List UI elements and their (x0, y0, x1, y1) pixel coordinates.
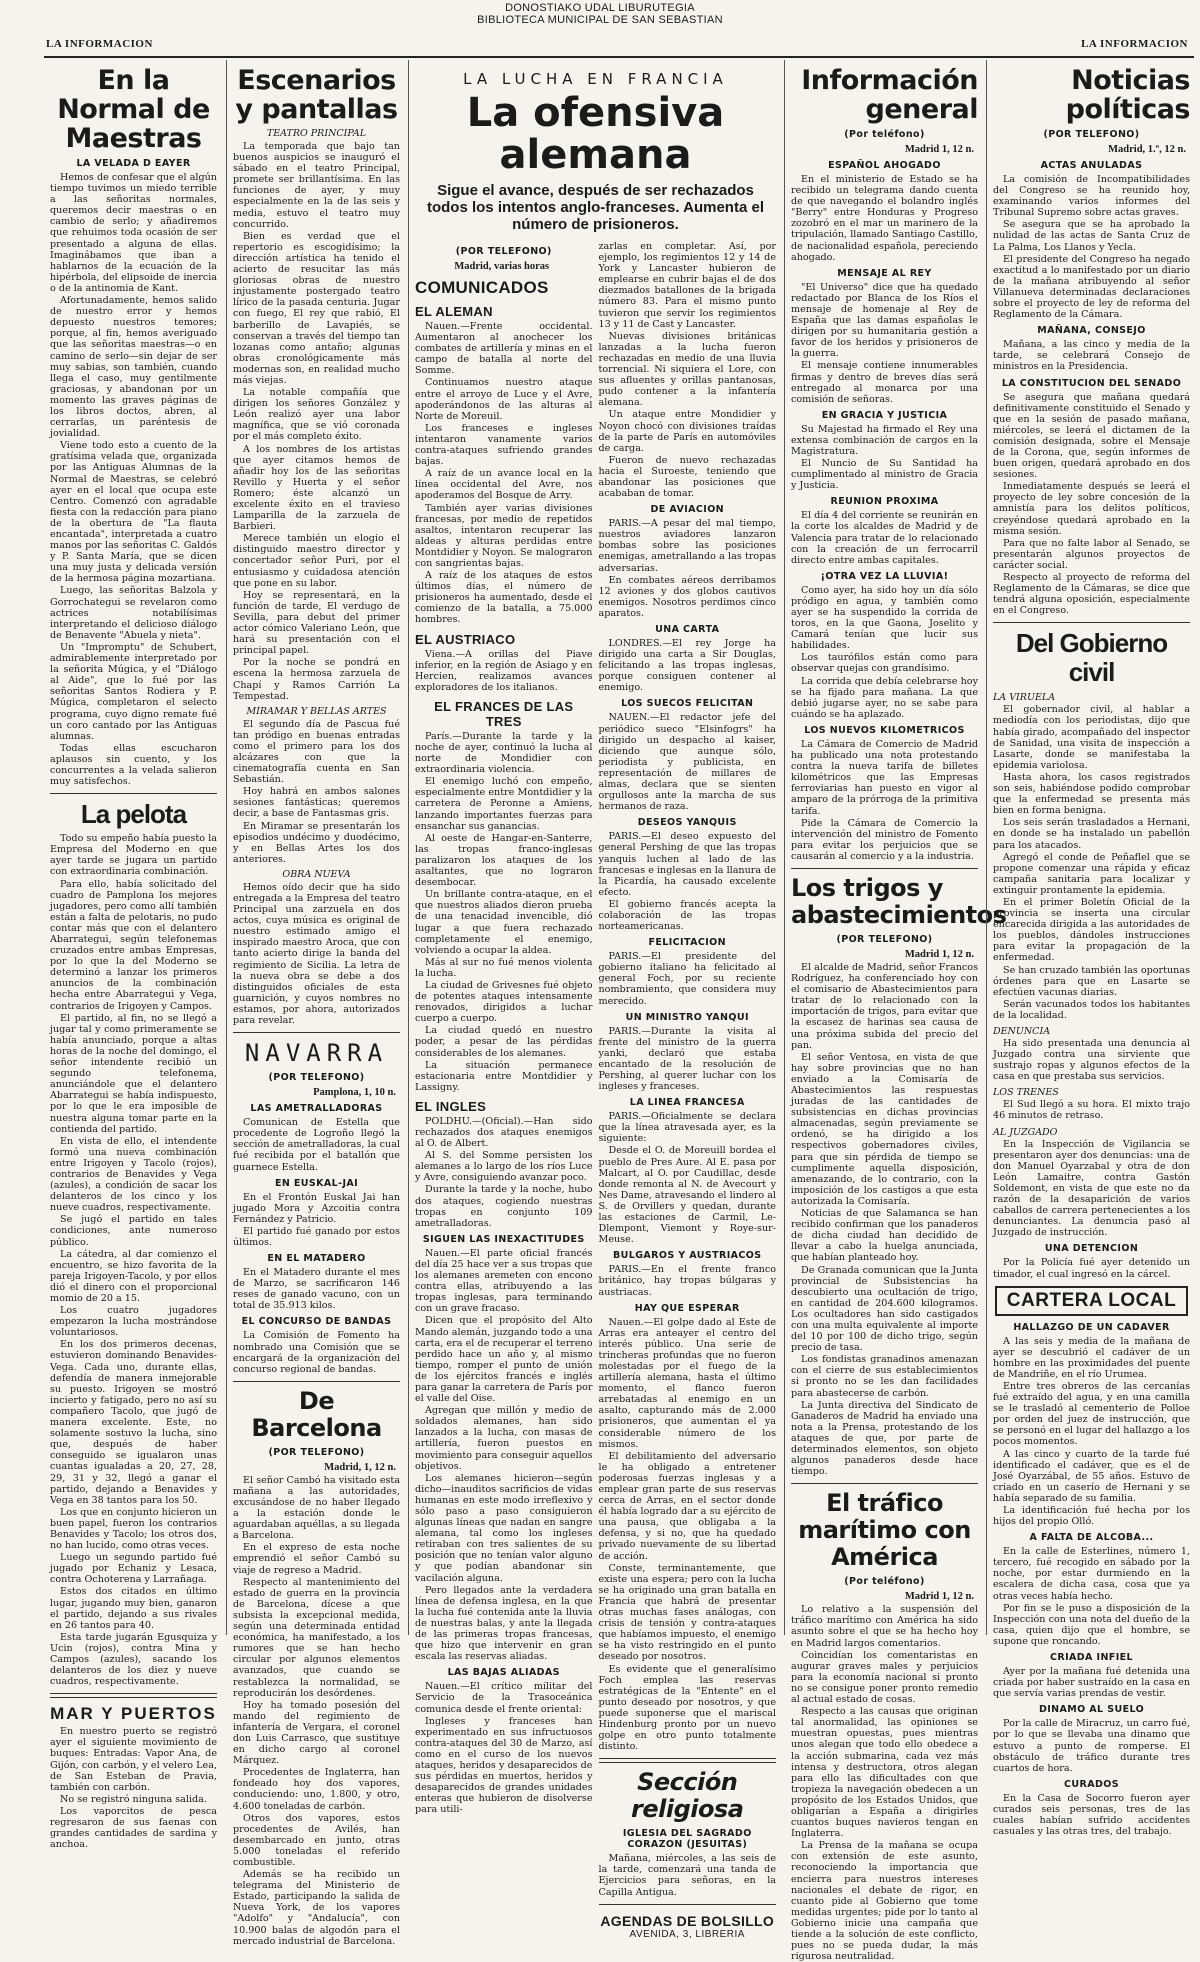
paragraph: Fueron de nuevo rechazadas hacia el Suroeste, teniendo que abandonar las posiciones que acababan de tomar. (598, 454, 776, 500)
paragraph: Ayer por la mañana fué detenida una criada por haber sustraído en la casa en que servía varias prendas de vestir. (993, 1666, 1190, 1700)
advertisement-title: AGENDAS DE BOLSILLO (600, 1912, 775, 1929)
subhead: LOS TRENES (993, 1087, 1059, 1099)
divider (791, 868, 978, 869)
paragraph: Es evidente que el generalísimo Foch emplea las reservas estratégicas de la "Entente" en el punto deseado por nosotros, y que puede suponerse que el mariscal Hindenburg pronto por un nuevo golpe en otro punto totalmente distinto. (598, 1663, 776, 1753)
byline: (Por teléfono) (844, 1576, 925, 1588)
paragraph: En la Casa de Socorro fueron ayer curados seis personas, tres de las cuales habían sufrido accidentes casuales y las otras tres, del trabajo. (993, 1792, 1190, 1838)
subhead: ACTAS ANULADAS (1040, 160, 1143, 171)
paragraph: Coincidían los comentaristas en augurar graves males y perjuicios para la economía nacional si pronto no se consigue poner pronto remedio al actual estado de cosas. (791, 1649, 978, 1706)
paragraph: Los taurófilos están como para observar quejas con grandísimo. (791, 652, 978, 675)
deck: Sigue el avance, después de ser rechazados todos los intentos anglo-franceses. Aumenta el número de prisioneros. (426, 182, 764, 233)
paragraph: Se han cruzado también las oportunas órdenes para que en Lasarte se efectúen vacunas diarias. (993, 964, 1190, 998)
subhead: LA CONSTITUCION DEL SENADO (1001, 377, 1182, 389)
archive-header (0, 2, 1200, 26)
subhead: LOS NUEVOS KILOMETRICOS (804, 724, 965, 736)
subhead: AL JUZGADO (993, 1126, 1058, 1138)
subhead: LOS SUECOS FELICITAN (621, 698, 754, 710)
paragraph: Continuamos nuestro ataque entre el arroyo de Luce y el Avre, apoderándonos de las alturas al Norte de Moreuil. (415, 377, 593, 422)
subhead: TEATRO PRINCIPAL (266, 128, 367, 139)
paragraph: Nauen.—El parte oficial francés del día 25 hace ver a sus tropas que los alemanes aremeten con encono contra ellas, atribuyendo a las tropas inglesas, para terminando con un grave fracaso. (415, 1247, 593, 1315)
subhead: EN EUSKAL-JAI (274, 1177, 359, 1189)
headline-noticias-politicas: Noticias políticas (1065, 65, 1190, 125)
section-comunicados: COMUNICADOS (415, 278, 549, 297)
paragraph: Viena.—A orillas del Piave inferior, en la región de Asiago y en Hercien, realizamos avances exploradores de los italianos. (415, 648, 593, 693)
divider (993, 622, 1190, 623)
paragraph: Bien es verdad que el repertorio es escogidísimo; la dirección artística ha tenido el acierto de resucitar las más gloriosas obras de nuestro injustamente postergado teatro lírico de la pasada centuria. Jugar con fuego, El rey que rabió, El barberillo de Lavapiés, se conservan a través del tiempo tan lozanas como antaño; algunas obras cronológicamente más modernas son, en realidad mucho más viejas. (233, 230, 400, 386)
headline-mar-puertos: MAR Y PUERTOS (50, 1704, 217, 1724)
paragraph: Por la calle de Miracruz, un carro fué, por lo que se llevaba una dinamo que estuvo a punto de romperse. El obstáculo de tráfico durante tres cuartos de hora. (993, 1718, 1190, 1774)
paragraph: París.—Durante la tarde y la noche de ayer, continuó la lucha al norte de Mondidier con extraordinaria violencia. (415, 730, 593, 776)
subhead: FELICITACION (648, 937, 726, 949)
paragraph: No se registró ninguna salida. (60, 1793, 207, 1805)
subhead: HAY QUE ESPERAR (634, 1302, 740, 1314)
paragraph: Un ataque entre Mondidier y Noyon chocó con divisiones traídas de la parte de París en automóviles de carga. (598, 409, 776, 454)
paragraph: El partido fué ganado por estos últimos. (233, 1225, 400, 1248)
paragraph: El gobierno francés acepta la colaboración de las tropas norteamericanas. (598, 898, 776, 933)
paragraph: Los seis serán trasladados a Hernani, en donde se ha instalado un pabellón para los atacados. (993, 817, 1190, 851)
paragraph: Se asegura que mañana quedará definitivamente constituido el Senado y que en la sesión de pasado mañana, miércoles, se leerá el dictamen de la comisión designada, sobre el Mensaje de la Corona, que, según informes de buen origen, quedará aprobado en dos sesiones. (993, 391, 1190, 481)
paragraph: Hemos oído decir que ha sido entregada a la Empresa del teatro Principal una zarzuela en dos actos, cuya música es original de nuestro estimado amigo el inspirado maestro Aroca, que con tanto acierto dirige la banda del regimiento de Sicilia. La letra de la nueva obra se debe a dos distinguidos oficiales de esta guarnición, y cuyos nombres no estamos, por ahora, autorizados para revelar. (233, 881, 400, 1027)
archive-line-2: BIBLIOTECA MUNICIPAL DE SAN SEBASTIAN (477, 14, 723, 26)
paragraph: LONDRES.—El rey Jorge ha dirigido una carta a Sir Douglas, felicitando a las tropas inglesas, porque consiguen contener al enemigo. (598, 638, 776, 694)
paragraph: La corrida que debía celebrarse hoy se ha fijado para mañana. La que debió jugarse ayer, no se sabe para cuándo se ha aplazado. (791, 675, 978, 720)
subhead: IGLESIA DEL SAGRADO CORAZON (JESUITAS) (622, 1828, 752, 1851)
paragraph: En Miramar se presentarán los episodios undécimo y duodécimo, y en Bellas Artes los dos anteriores. (233, 820, 400, 865)
paragraph: Comunican de Estella que procedente de Logroño llegó la sección de ametralladoras, la cual fué recibida por el batallón que guarnece Estella. (233, 1117, 400, 1173)
paragraph: Al oeste de Hangar-en-Santerre, las tropas franco-inglesas paralizaron los ataques de los asaltantes, que no lograron desembocar. (415, 832, 593, 889)
paragraph: El mensaje contiene innumerables firmas y dentro de breves días será entregado al monarca por una comisión de señoras. (791, 360, 978, 405)
dateline: Madrid 1, 12 n. (904, 948, 974, 960)
headline-trafico-maritimo: El tráfico marítimo con América (798, 1489, 971, 1572)
paragraph: En vista de ello, el intendente formó una nueva combinación entre Irigoyen y Tacolo (rojos), contrarios de Benavides y Vega (azules), a condición de sacar los delanteros de los cinco y los nueve cuadros, respectivamente. (50, 1135, 217, 1214)
subhead: HALLAZGO DE UN CADAVER (1013, 1321, 1170, 1333)
paragraph: La Comisión de Fomento ha nombrado una Comisión que se encargará de la organización del concurso regional de bandas. (233, 1330, 400, 1375)
byline: (POR TELEFONO) (268, 1072, 365, 1084)
paragraph: La comisión de Incompatibilidades del Congreso se ha reunido hoy, examinando varios informes del Tribunal Supremo sobre actas graves. (993, 174, 1190, 219)
paragraph: Luego, las señoritas Balzola y Gorrochategui se revelaron como actrices notabilísimas interpretando el delicioso diálogo de Benavente "Abuela y nieta". (50, 585, 217, 641)
paragraph: Hasta ahora, los casos registrados son seis, habiéndose podido comprobar que la enfermedad se presenta más bien en forma benigna. (993, 771, 1190, 817)
headline-escenarios: Escenarios y pantallas (235, 65, 398, 125)
advertisement-address: AVENIDA, 3, LIBRERIA (629, 1928, 745, 1940)
archive-line-1: DONOSTIAKO UDAL LIBURUTEGIA (505, 2, 695, 14)
divider (791, 1483, 978, 1484)
paragraph: En el Frontón Euskal Jai han jugado Mora y Azcoitia contra Fernández y Patricio. (233, 1191, 400, 1225)
dateline: Pamplona, 1, 10 n. (313, 1087, 396, 1099)
column-4 (784, 60, 1007, 1962)
paragraph: La Prensa de la mañana se ocupa con extensión de este asunto, reconociendo la importancia que encierra para nuestros intereses nacionales el debate de rigor, en cuanto pide al Gobierno que tome medidas urgentes; pide por lo tanto al Gobierno inicie una campaña que tiende a la solución de este conflicto, pues no se pueda dudar, la más rigurosa neutralidad. (791, 1840, 978, 1962)
paragraph: Un brillante contra-ataque, en el que nuestros aliados dieron prueba de una tenacidad invencible, dió lugar a que fuera rechazado completamente el enemigo, volviendo a ocupar la aldea. (415, 889, 593, 956)
paragraph: Luego un segundo partido fué jugado por Echaniz y Lesaca, contra Ochoterena y Larrañaga. (50, 1552, 217, 1586)
subhead: MENSAJE AL REY (837, 267, 932, 279)
subhead: LAS AMETRALLADORAS (250, 1103, 383, 1115)
headline-informacion-general: Información general (801, 65, 978, 125)
subhead: MAÑANA, CONSEJO (1037, 325, 1146, 337)
column-2 (226, 60, 405, 1947)
subhead: EL CONCURSO DE BANDAS (241, 1316, 392, 1328)
paragraph: "El Universo" dice que ha quedado redactado por Blanca de los Ríos el mensaje de homenaje al Rey de España que las damas españolas le dirigen por su humanitaria gestión a favor de los heridos y prisioneros de la guerra. (791, 281, 978, 360)
headline-barcelona: De Barcelona (251, 1386, 382, 1442)
subcolumn-right (599, 241, 777, 1940)
subhead: EN EL MATADERO (267, 1253, 366, 1265)
paragraph: En la Inspección de Vigilancia se presentaron ayer dos denuncias: una de don Manuel Oyarzabal y otra de don León Lamaitre, contra Gastón Soldemont, en vista de que este no da razón de la desaparición de varios caballos de carrera pertenecientes a los denunciantes. La denuncia pasó al Juzgado de instrucción. (993, 1138, 1190, 1239)
paragraph: Como ayer, ha sido hoy un día sólo pródigo en agua, y también como ayer se ha suspendido la corrida de toros, en la que Gaona, Joselito y Camará tenían que lucir sus habilidades. (791, 584, 978, 652)
paragraph: Para que no falte labor al Senado, se presentarán algunos proyectos de carácter social. (993, 537, 1190, 571)
paragraph: A raíz de un avance local en la línea occidental del Avre, nos apoderamos del Bosque de Arry. (415, 468, 593, 502)
column-1 (44, 60, 222, 1851)
paragraph: Los fondistas granadinos amenazan con el cierre de sus establecimientos si pronto no se les dan facilidades para abastecerse de carbón. (791, 1354, 978, 1399)
paragraph: Afortunadamente, hemos salido de nuestro error y hemos depuesto nuestros temores; porque, al fin, hemos averiguado que las señoritas maestras—o en camino de serlo—sin dejar de ser muy sabias, son también, cuando llega el caso, muy gentilmente graciosas, y abandonan por un momento las graves páginas de los libros doctos, abren, al cerrarlas, un paréntesis de jovialidad. (50, 295, 217, 440)
paragraph: Noticias de que Salamanca se han recibido confirman que los panaderos de dicha ciudad han decidido de llevar a cabo la huelga anunciada, que habían planteado hoy. (791, 1208, 978, 1264)
paragraph: Mañana, miércoles, a las seis de la tarde, comenzará una tanda de Ejercicios para señoras, en la Capilla Antigua. (598, 1853, 776, 1898)
paragraph: En combates aéreos derribamos 12 aviones y dos globos cautivos enemigos. Nosotros perdimos cinco aparatos. (598, 574, 776, 619)
paragraph: Hoy habrá en ambos salones sesiones fantásticas; queremos decir, a base de Fantasmas gris. (233, 786, 400, 820)
paragraph: El segundo día de Pascua fué tan pródigo en buenas entradas como el primero para los dos alcázares con que la cinematografía cuenta en San Sebastián. (233, 718, 400, 786)
paragraph: El gobernador civil, al hablar a mediodía con los periodistas, dijo que había girado, acompañado del inspector de Sanidad, una visita de inspección a Lasarte, donde se manifestaba la epidemia variolosa. (993, 704, 1190, 771)
dateline: Madrid 1, 12 n. (904, 1591, 974, 1603)
paragraph: El Nuncio de Su Santidad ha cumplimentado al ministro de Gracia y Justicia. (791, 458, 978, 492)
paragraph: A las seis y media de la mañana de ayer se descubrió el cadáver de un hombre en las proximidades del puente de Mandriñe, en el río Urumea. (993, 1335, 1190, 1380)
paragraph: Hemos de confesar que el algún tiempo tuvimos un miedo terrible a las señoritas normales, queremos decir maestras o en cambio de serlo; y añadiremos que rehuimos toda ocasión de ser presentado a alguna de ellas. Imaginábamos que iban a hablarnos de la ecuación de la hipérbola, del elipsoide de inercia o de la antinomia de Kant. (50, 172, 217, 294)
byline: (POR TELEFONO) (1043, 129, 1140, 140)
paragraph: Merece también un elogio el distinguido maestro director y concertador señor Puri, por el entusiasmo y cuidadosa atención que pone en su labor. (233, 533, 400, 589)
paragraph: En el Matadero durante el mes de Marzo, se sacrificaron 146 reses de ganado vacuno, con un total de 35.913 kilos. (233, 1267, 400, 1312)
paragraph: El presidente del Congreso ha negado exactitud a lo manifestado por un diario de la mañana atribuyendo al señor Villanueva determinadas declaraciones sobre el proyecto de ley de reforma del Reglamento de la Cámara. (993, 253, 1190, 321)
dateline: Madrid 1, 12 n. (904, 144, 974, 155)
paragraph: Por fin se le puso a disposición de la Inspección con una nota del dueño de la casa, quien dijo que el hombre, se supone que roncando. (993, 1602, 1190, 1647)
paragraph: La ciudad quedó en nuestro poder, a pesar de las pérdidas considerables de los alemanes. (415, 1025, 593, 1059)
paragraph: La notable compañía que dirigen los señores González y León realizó ayer una labor magnífica, que se vió coronada por el más completo éxito. (233, 387, 400, 443)
paragraph: Los alemanes hicieron—según dicho—inauditos sacrificios de vidas humanas en este modo irreflexivo y sólo paso a paso consiguieron algunas líneas que nadan en sangre alemana, tal como los ingleses retiraban con tres salientes de su posición que no tenían valor alguno y que podían abandonar sin vacilación alguna. (415, 1472, 593, 1584)
paragraph: El señor Ventosa, en vista de que hay sobre provincias que no han enviado a la Comisaría de Abastecimientos las respuestas juradas de las cantidades de subsistencias en dichas provincias almacenadas, según previamente se ordenó, se ha dirigido a los respectivos gobernadores civiles, para que sin pérdida de tiempo se cumplimente aquella disposición, amenazando, de lo contrario, con la imposición de los castigos a que esta autorizada la Comisaría. (791, 1051, 978, 1207)
paragraph: zarlas en completar. Así, por ejemplo, los regimientos 12 y 14 de York y Lancaster hubieron de emplearse en cubrir bajas el de dos diezmados batallones de la brigada número 83. Para el mismo punto tuvieron que servir los regimientos 13 y 11 de Cast y Lancaster. (598, 241, 776, 330)
byline: (Por teléfono) (844, 129, 925, 140)
byline: (POR TELEFONO) (455, 246, 552, 257)
subhead: UNA CARTA (655, 624, 720, 635)
paragraph: Respecto al proyecto de reforma del Reglamento de la Cámaras, se dice que tendrá alguna oposición, especialmente en el Congreso. (993, 572, 1190, 617)
paragraph: Al S. del Somme persisten los alemanes a lo largo de los ríos Luce y Avre, consiguiendo avanzar poco. (415, 1150, 593, 1184)
headline-cartera-local: CARTERA LOCAL (995, 1286, 1188, 1316)
paragraph: La Junta directiva del Sindicato de Ganaderos de Madrid ha enviado una nota a la Prensa, protestando de los ataques de que, por parte de determinados elementos, son objeto algunos panaderos desde hace tiempo. (791, 1399, 978, 1478)
paragraph: En el ministerio de Estado se ha recibido un telegrama dando cuenta de que navegando el bolandro inglés "Berry" entre Honduras y Progreso zozobró en el mar un marinero de la tripulación, llamado Santiago Castillo, de nacionalidad española, pereciendo ahogado. (791, 174, 978, 263)
paragraph: En la calle de Esterlines, número 1, tercero, fué recogido en sábado por la noche, por estar durmiendo en la escalera de dicha casa, cosa que ya otras veces había hecho. (993, 1546, 1190, 1602)
byline: (POR TELEFONO) (268, 1446, 365, 1458)
running-head-right: LA INFORMACION (1081, 38, 1188, 50)
paragraph: Viene todo esto a cuento de la gratísima velada que, organizada por las Antiguas Alumnas de la Normal de Maestras, se celebró ayer en el local que ocupa este Centro. Comenzó con agradable fiesta con la redacción para piano de la obertura de "La flauta encantada", interpretada a cuatro manos por las señoritas C. Galdós y P. Santa María, que se dicen una muy justa y delicada versión de la hermosa página mozartiana. (50, 440, 217, 585)
paragraph: PARIS.—El deseo expuesto del general Pershing de que las tropas yanquis luchen al lado de las francesas e inglesas en la llanura de la Picardía, ha causado excelente efecto. (598, 831, 776, 898)
paragraph: Nauen.—El golpe dado al Este de Arras era anteayer el centro del interés público. Una serie de trincheras profundas que no fueron molestadas por el fuego de la artillería alemana, hasta el último momento, el flanco fueron arrebatadas al enemigo en un asalto, capturando más de 2.000 prisioneros, que aumentan el ya considerable número de los mismos. (598, 1316, 776, 1450)
subhead: MIRAMAR Y BELLAS ARTES (246, 705, 387, 717)
dateline: Madrid, 1, 12 n. (324, 1461, 396, 1473)
subhead: DENUNCIA (993, 1026, 1051, 1037)
paragraph: Dicen que el propósito del Alto Mando alemán, juzgando todo a una carta, era el de recuperar el terreno perdido hace un año y, al mismo tiempo, romper el punto de unión de los ejércitos francés e inglés para ganar la carretera de París por el valle del Oise. (415, 1315, 593, 1405)
dateline: Madrid, varias horas (454, 261, 550, 272)
headline-navarra: NAVARRA (244, 1039, 389, 1068)
running-head-left: LA INFORMACION (46, 38, 153, 50)
subhead: SIGUEN LAS INEXACTITUDES (422, 1233, 585, 1245)
headline-pelota: La pelota (80, 799, 187, 830)
subhead: LA VELADA D EAYER (76, 158, 191, 169)
paragraph: La identificación fué hecha por los hijos del propio Olló. (993, 1505, 1190, 1528)
subhead: REUNION PROXIMA (830, 496, 939, 508)
headline-gobierno-civil: Del Gobierno civil (1015, 628, 1168, 688)
paragraph: Todo su empeño había puesto la Empresa del Moderno en que ayer tarde se jugara un partido con extraordinaria combinación. (50, 833, 217, 878)
paragraph: Desde el O. de Moreuill bordea el pueblo de Pres Aure. Al E. pasa por Malcart, al O. por Caudillac, desde donde remonta al N. de Avecourt y Nes Dame, atravesando el lindero al S. de Orvillers y quedan, durante las estaciones de Carmil, Le-Dlempont, Viemont y Roye-sur-Meuse. (598, 1145, 776, 1246)
paragraph: Lo relativo a la suspensión del tráfico marítimo con América ha sido asunto sobre el que se ha hecho hoy en Madrid largos comentarios. (791, 1604, 978, 1649)
section-banner: LA LUCHA EN FRANCIA (463, 70, 728, 88)
paragraph: Inmediatamente después se leerá el proyecto de ley sobre concesión de la amnistía para los delitos políticos, creyéndose quedará aprobado en la misma sesión. (993, 481, 1190, 537)
paragraph: Esta tarde jugarán Egusquiza y Ucin (rojos), contra Mina y Campos (azules), sacando los delanteros de los diez y nueve cuadros, respectivamente. (50, 1631, 217, 1688)
paragraph: Ha sido presentada una denuncia al Juzgado contra una sirviente que sustrajo ropas y algunos efectos de la casa en que prestaba sus servicios. (993, 1038, 1190, 1083)
paragraph: La temporada que bajo tan buenos auspicios se inauguró el sábado en el teatro Principal, promete ser brillantísima. En las funciones de ayer, y muy especialmente en la de las seis y media, estuvo el teatro muy concurrido. (233, 141, 400, 230)
paragraph: El debilitamiento del adversario le ha obligado a entretener poderosas fuerzas inglesas y a emplear gran parte de sus reservas cerca de Arras, en el sector donde él había logrado dar a su ejército de una pausa, que obligaba a la defensa, y si no, que ha quedado privado nuevamente de su libertad de acción. (598, 1450, 776, 1562)
paragraph: Para ello, había solicitado del cuadro de Pamplona los mejores jugadores, pero como allí también están a falta de pelotaris, no pudo contar más que con el delantero Abarrategui, según telefonemas cruzados entre ambas Empresas, por lo que la del Moderno se determinó a lanzar los primeros anuncios de la combinación hecha entre Abarrategui y Vega, contrarios de Irigoyen y Campos. (50, 878, 217, 1012)
subhead: LAS BAJAS ALIADAS (447, 1667, 560, 1679)
paragraph: Nuevas divisiones británicas lanzadas a la lucha fueron rechazadas en medio de una lluvia torrencial. Ni siquiera el Lore, con sus afluentes y orillas pantanosas, pudo contener a la infantería alemana. (598, 330, 776, 409)
divider (50, 1693, 217, 1698)
paragraph: Respecto al mantenimiento del estado de guerra en la provincia de Barcelona, dícese a que subsista la excepcional medida, según una determinada entidad económica, ha manifestado, a los rumores que se han hecho circular por algunos elementos avanzados, que cuando se restablezca la normalidad, se reproducirán los desórdenes. (233, 1576, 400, 1699)
subhead: OBRA NUEVA (282, 868, 351, 880)
subhead: A FALTA DE ALCOBA... (1029, 1532, 1154, 1544)
paragraph: Más al sur no fué menos violenta la lucha. (415, 956, 593, 979)
paragraph: Estos dos citados en último lugar, jugando muy bien, ganaron el partido, dejando a sus rivales en 26 tantos para 40. (50, 1586, 217, 1631)
paragraph: En el primer Boletín Oficial de la provincia se inserta una circular encarecida dirigida a las autoridades de los pueblos, dándoles instrucciones para evitar la propagación de la enfermedad. (993, 896, 1190, 964)
paragraph: El señor Cambó ha visitado esta mañana a las autoridades, excusándose de no haber llegado a la estación donde le aguardaban aquéllas, a su llegada a Barcelona. (233, 1474, 400, 1542)
paragraph: Otros dos vapores, estos procedentes de Avilés, han desembarcado en junto, otras 5.000 toneladas el referido combustible. (233, 1812, 400, 1868)
paragraph: Se asegura que se ha aprobado la nulidad de las actas de Santa Cruz de La Palma, Los Llanos y Yecla. (993, 219, 1190, 253)
subhead: EL ALEMAN (415, 304, 493, 319)
paragraph: Todas ellas escucharon aplausos sin cuento, y los concurrentes a la velada salieron muy satisfechos. (50, 742, 217, 788)
subhead: ESPAÑOL AHOGADO (828, 160, 941, 171)
paragraph: A los nombres de los artistas que ayer citamos hemos de añadir hoy los de las señoritas Revillo y Huerta y el señor Romero; éste alcanzó un excelente éxito en el travieso Lamparilla de la zarzuela de Barbieri. (233, 443, 400, 533)
paragraph: Hoy ha tomado posesión del mando del regimiento de infantería de Vergara, el coronel don Luis Carrasco, que sustituye en dicho cargo al coronel Márquez. (233, 1699, 400, 1767)
paragraph: La cátedra, al dar comienzo el encuentro, se hizo favorita de la pareja Irigoyen-Tacolo, y por ellos dió el dinero con el proporcional momio de 20 a 15. (50, 1248, 217, 1304)
paragraph: Procedentes de Inglaterra, han fondeado hoy dos vapores, conduciendo: uno, 1.800, y otro, 4.600 toneladas de carbón. (233, 1767, 400, 1812)
paragraph: Conste, terminantemente, que existe una espera; pero con la lucha se ha originado una gran batalla en Francia que habrá de presentar otras muchas fases análogas, con crisis de tensión y contra-ataques que habíamos impuesto, el enemigo se ha visto restringido en el punto deseado por nosotros. (598, 1562, 776, 1663)
headline-normal-maestras: En la Normal de Maestras (57, 65, 210, 154)
paragraph: El Sud llegó a su hora. El mixto trajo 46 minutos de retraso. (993, 1099, 1190, 1122)
paragraph: La Cámara de Comercio de Madrid ha publicado una nota protestando contra la nueva tarifa de billetes kilométricos que las Empresas ferroviarias han puesto en vigor al amparo de la prórroga de la primitiva tarifa. (791, 738, 978, 817)
paragraph: Entre tres obreros de las cercanías fué extraído del agua, y en una camilla se le trasladó al cementerio de Polloe por orden del juez de instrucción, que se personó en el lugar del hallazgo a los pocos momentos. (993, 1380, 1190, 1448)
subhead: DESEOS YANQUIS (637, 817, 737, 829)
paragraph: El enemigo luchó con empeño, especialmente entre Montdidier y la carretera de Peronne a Amiens, lanzando importantes fuerzas para ensanchar sus ganancias. (415, 776, 593, 832)
byline: (POR TELEFONO) (836, 933, 933, 945)
paragraph: Se jugó el partido en tales condiciones, ante numeroso público. (50, 1214, 217, 1248)
paragraph: PARIS.—Durante la visita al frente del ministro de la guerra yanki, declaró que estaba encantado de la resolución de Pershing, al querer luchar con los ingleses y franceses. (598, 1025, 776, 1093)
divider (233, 1381, 400, 1382)
paragraph: Los que en conjunto hicieron un buen papel, fueron los contrarios Benavides y Tacolo; los otros dos, no han lucido, como otras veces. (50, 1506, 217, 1552)
paragraph: Por la Policía fué ayer detenido un timador, el cual ingresó en la cárcel. (993, 1257, 1190, 1280)
paragraph: Pide la Cámara de Comercio la intervención del ministro de Fomento para evitar los perjuicios que se causarán al comercio y a la industria. (791, 817, 978, 862)
paragraph: Los vaporcitos de pesca regresaron de sus faenas con grandes cantidades de sardina y anchoa. (50, 1805, 217, 1851)
subhead: LA VIRUELA (993, 692, 1056, 704)
paragraph: PARIS.—En el frente franco británico, hay tropas búlgaras y austriacas. (598, 1264, 776, 1298)
column-3 (408, 60, 781, 1940)
paragraph: PARIS.—Oficialmente se declara que la línea atravesada ayer, es la siguiente: (598, 1111, 776, 1145)
subhead: UNA DETENCION (1044, 1243, 1139, 1255)
paragraph: Mañana, a las cinco y media de la tarde, se celebrará Consejo de ministros en la Presidencia. (993, 339, 1190, 373)
subhead: DINAMO AL SUELO (1038, 1704, 1145, 1716)
paragraph: A raíz de los ataques de estos últimos días, el número de prisioneros ha aumentado, desde el comienzo de la batalla, a 75.000 hombres. (415, 570, 593, 626)
subhead: EL FRANCES DE LAS TRES (434, 698, 574, 729)
paragraph: Respecto a las causas que originan tal anormalidad, las opiniones se muestran opuestas, pues mientras unos alegan que todo ello obedece a la acción submarina, cada vez más intensa y destructora, otros alegan para ello las dificultades con que tropieza la navegación obedecen a un propósito de los Estados Unidos, que obligarían a España a dirigirles cuantos buques navieros tengan en Inglaterra. (791, 1706, 978, 1840)
two-column-body (415, 241, 776, 1940)
paragraph: Además se ha recibido un telegrama del Ministerio de Estado, participando la salida de Nueva York, de los vapores "Adolfo" y "Andalucía", con 10.900 balas de algodón para el mercado industrial de Barcelona. (233, 1869, 400, 1947)
paragraph: En nuestro puerto se registró ayer el siguiente movimiento de buques: Entradas: Vapor Ana, de Gijón, con carbón, y el velero Lea, de San Esteban de Pravia, también con carbón. (50, 1726, 217, 1793)
paragraph: La situación permanece estacionaria entre Montdidier y Lassigny. (415, 1059, 593, 1093)
paragraph: La ciudad de Grivesnes fué objeto de potentes ataques intensamente renovados, dirigidos a luchar cuerpo a cuerpo. (415, 979, 593, 1025)
paragraph: Ingleses y franceses han experimentado en sus infructuosos contra-ataques del 30 de Marzo, así como en el curso de los nuevos ataques, heridos y desaparecidos de sus pérdidas en muertos, heridos y desaparecidos de grandes unidades enteras que hubieron de disolverse para utili- (415, 1715, 593, 1816)
subhead: CURADOS (1064, 1778, 1119, 1790)
paragraph: Por la noche se pondrá en escena la hermosa zarzuela de Chapí y Ramos Carrión La Tempestad. (233, 657, 400, 702)
subhead: BULGAROS Y AUSTRIACOS (613, 1250, 762, 1262)
paragraph: El día 4 del corriente se reunirán en la corte los alcaldes de Madrid y de Valencia para tratar de lo relacionado con la creación de un ferrocarril directo entre ambas capitales. (791, 510, 978, 566)
paragraph: Los franceses e ingleses intentaron vanamente varios contra-ataques sufriendo grandes bajas. (415, 422, 593, 468)
paragraph: Serán vacunados todos los habitantes de la localidad. (993, 998, 1190, 1021)
headline-trigos: Los trigos y abastecimientos (791, 873, 1007, 929)
column-5 (986, 60, 1195, 1838)
subhead: CRIADA INFIEL (1050, 1652, 1133, 1664)
headline-ofensiva-alemana: La ofensiva alemana (466, 90, 725, 178)
subhead: EN GRACIA Y JUSTICIA (821, 409, 948, 421)
newspaper-page (44, 60, 1194, 1962)
paragraph: PARIS.—A pesar del mal tiempo, nuestros aviadores lanzaron bombas sobre las posiciones enemigas, ametrallando a las tropas adversarias. (598, 518, 776, 574)
paragraph: En los dos primeros decenas, estuvieron dominando Benavides-Vega. Cada uno, durante ellas, defendía de manera inmejorable su puesto. Irigoyen se mostró incierto y fatigado, pero no así su compañero Tacolo, que jugó de manera excelente. Este, no solamente sostuvo la lucha, sino que, después de haber conseguido se igualaron unas cuantas igualadas a 20, 27, 28, 29, 31 y 32, llegó a ganar el partido, dejando a Benavides y Vega en 38 tantos para los 50. (50, 1339, 217, 1506)
paragraph: En el expreso de esta noche emprendió el señor Cambó su viaje de regreso a Madrid. (233, 1542, 400, 1576)
paragraph: Un "Impromptu" de Schubert, admirablemente interpretado por la señorita Múgica, y el "Diálogo al Aide", que lo fué por las señoritas Santos Rodiera y P. Múgica, completaron el selecto programa, cuyo digno remate fué un coro cantado por las Antiguas alumnas. (50, 641, 217, 742)
divider (599, 1758, 777, 1763)
paragraph: NAUEN.—El redactor jefe del periódico sueco "Elsinfogrs" ha dirigido un despacho al kaiser, diciendo que aunque sólo, periodista y publicista, en representación de millares de almas, declara que se sienten orgullosos ante la marcha de sus hermanos de raza. (598, 712, 776, 813)
subcolumn-left (415, 241, 593, 1940)
paragraph: De Granada comunican que la Junta provincial de Subsistencias ha descubierto una ocultación de trigo, en cantidad de 204.600 kilogramos. Los ocultadores han sido castigados con una multa equivalente al importe del 10 por 100 de dicho trigo, según precio de tasa. (791, 1264, 978, 1354)
paragraph: PARIS.—El presidente del gobierno italiano ha felicitado al general Foch, por su reciente nombramiento, que considera muy merecido. (598, 951, 776, 1007)
paragraph: Agregan que millón y medio de soldados alemanes, han sido lanzados a la lucha, con masas de artillería, fueron puestos en movimiento para conseguir aquellos objetivos. (415, 1405, 593, 1472)
paragraph: Los cuatro jugadores empezaron la lucha mostrándose voluntariosos. (50, 1305, 217, 1339)
top-rule (44, 56, 1194, 58)
paragraph: Nauen.—Frente occidental. Aumentaron al anochecer los combates de artillería y minas en el campo de batalla al norte del Somme. (415, 321, 593, 377)
subhead: UN MINISTRO YANQUI (625, 1011, 749, 1023)
paragraph: Pero llegados ante la verdadera línea de defensa inglesa, en la que la lucha fué contenida ante la lluvia de nuestras balas, y ante la llegada de las primeras tropas francesas, que hizo que intervenir en gran escala las reservas aliadas. (415, 1584, 593, 1663)
subhead: EL INGLES (415, 1098, 487, 1114)
headline-seccion-religiosa: Sección religiosa (631, 1768, 744, 1824)
paragraph: POLDHU.—(Oficial).—Han sido rechazados dos ataques enemigos al O. de Albert. (415, 1115, 593, 1150)
divider (233, 1032, 400, 1033)
paragraph: Hoy se representará, en la función de tarde, El verdugo de Sevilla, para debut del primer actor cómico Valeriano León, que hará su presentación con el principal papel. (233, 589, 400, 657)
paragraph: A las cinco y cuarto de la tarde fué identificado el cadáver, que es el de José Oyarzábal, de 55 años. Estuvo de criado en un caserío de Hernani y se había separado de su familia. (993, 1448, 1190, 1504)
paragraph: Su Majestad ha firmado el Rey una extensa combinación de cargos en la Magistratura. (791, 423, 978, 457)
paragraph: Agregó el conde de Peñaflel que se propone comenzar una rápida y eficaz campaña sanitaria para localizar y extinguir prontamente la epidemia. (993, 851, 1190, 896)
subhead: LA LINEA FRANCESA (629, 1097, 745, 1109)
paragraph: El partido, al fin, no se llegó a jugar tal y como primeramente se había anunciado, porque a altas horas de la noche del domingo, el señor intendente recibió un segundo telefonema, anunciándole que el delantero Abarrategui se había indispuesto, por lo que le era imposible de nuestra alguna tomar parte en la contienda del partido. (50, 1012, 217, 1135)
subhead: DE AVIACION (650, 504, 725, 516)
paragraph: Durante la tarde y la noche, hubo dos ataques, cogiendo nuestras tropas en conjunto 109 ametralladoras. (415, 1184, 593, 1229)
paragraph: También ayer varias divisiones francesas, por medio de repetidos asaltos, intentaron recuperar las aldeas y alturas perdidas entre Montdidier y Noyon. Se malograron con sangrientas bajas. (415, 502, 593, 569)
subhead: ¡OTRA VEZ LA LLUVIA! (820, 570, 949, 582)
paragraph: El alcalde de Madrid, señor Francos Rodríguez, ha conferenciado hoy con el comisario de Abastecimientos para tratar de lo relacionado con la importación de trigos, para evitar que la escasez de harinas sea causa de una próxima subida del precio del pan. (791, 961, 978, 1051)
divider (599, 1904, 777, 1905)
divider (50, 793, 217, 794)
dateline: Madrid, 1.º, 12 n. (1108, 144, 1186, 155)
subhead: EL AUSTRIACO (415, 631, 516, 647)
paragraph: Nauen.—El crítico militar del Servicio de la Trasoceánica comunica desde el frente oriental: (415, 1681, 593, 1715)
